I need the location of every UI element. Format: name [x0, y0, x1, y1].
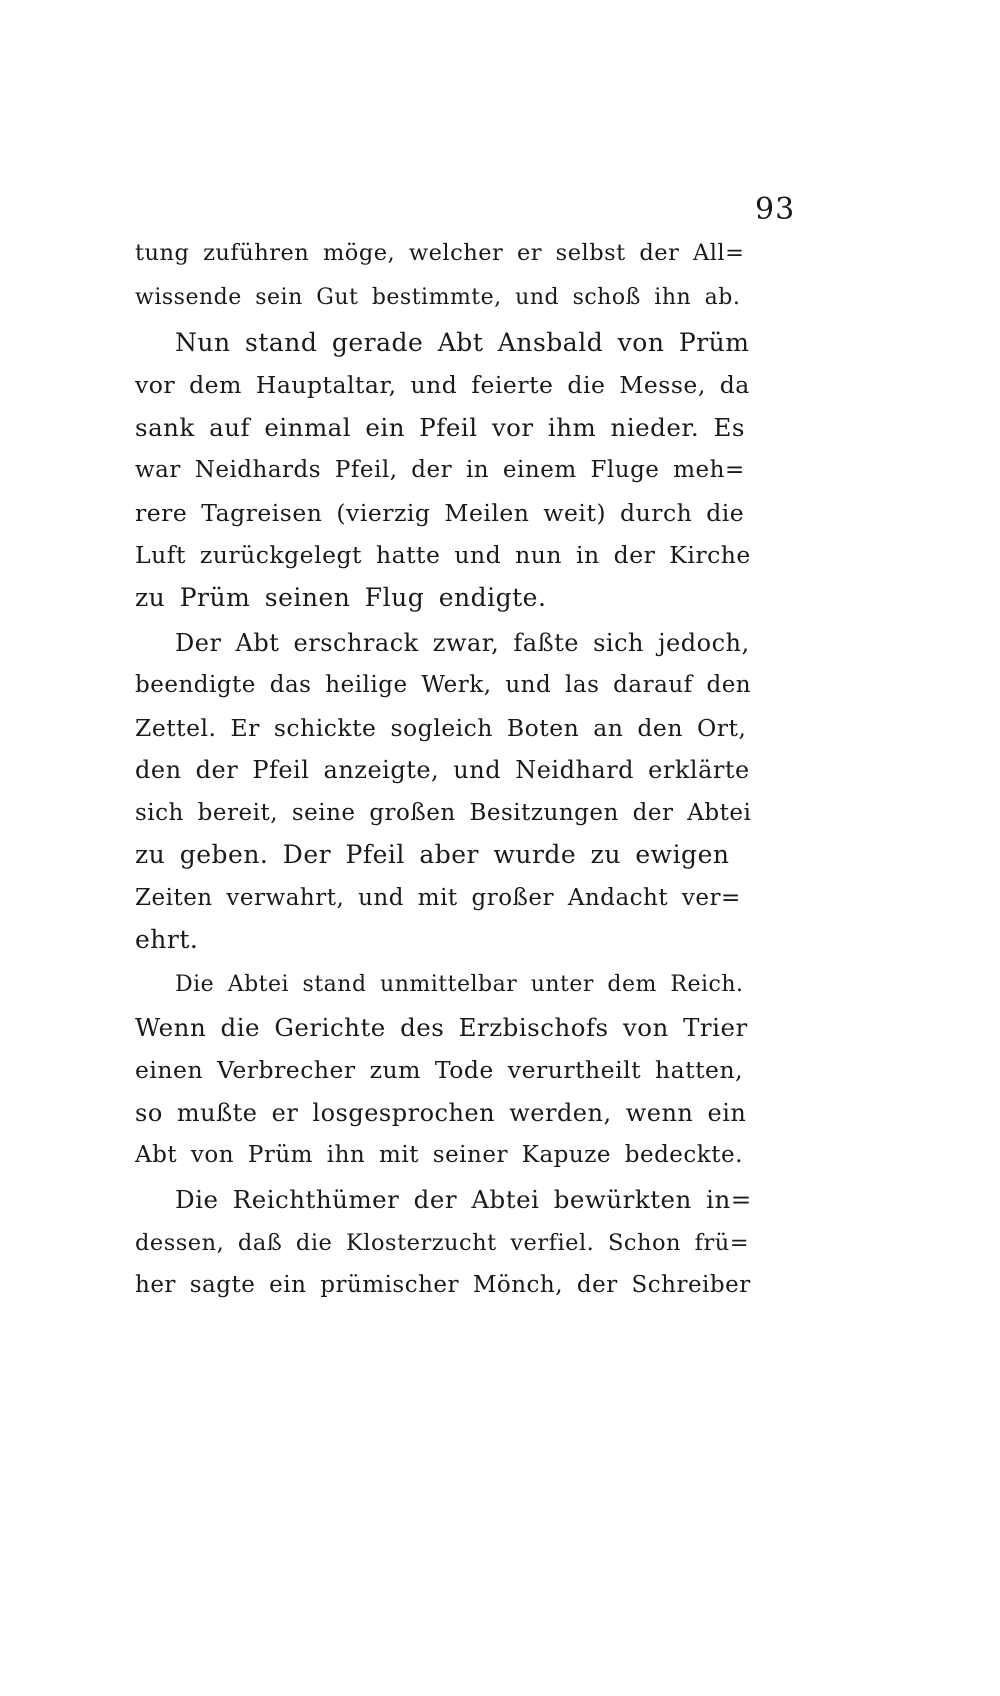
text-line: Zettel. Er schickte sogleich Boten an den Ort,	[135, 714, 747, 742]
text-line: Nun stand gerade Abt Ansbald von Prüm	[175, 328, 750, 357]
text-line: Die Reichthümer der Abtei bewürkten in=	[175, 1185, 752, 1214]
text-line: Luft zurückgelegt hatte und nun in der Kirche	[135, 541, 751, 569]
page-number: 93	[755, 192, 796, 227]
text-line: zu Prüm seinen Flug endigte.	[135, 583, 547, 612]
text-line: beendigte das heilige Werk, und las darauf den	[135, 672, 752, 698]
text-line: Zeiten verwahrt, und mit großer Andacht ver=	[135, 885, 741, 911]
text-line: sank auf einmal ein Pfeil vor ihm nieder. Es	[135, 413, 745, 442]
text-line: ehrt.	[135, 925, 199, 954]
text-line: vor dem Hauptaltar, und feierte die Messe, da	[135, 371, 750, 399]
text-line: Wenn die Gerichte des Erzbischofs von Trier	[135, 1013, 748, 1042]
text-line: war Neidhards Pfeil, der in einem Fluge meh=	[135, 457, 745, 483]
text-line: so mußte er losgesprochen werden, wenn ein	[135, 1099, 747, 1127]
text-line: Die Abtei stand unmittelbar unter dem Reich.	[175, 972, 744, 997]
text-line: einen Verbrecher zum Tode verurtheilt hatten,	[135, 1056, 744, 1084]
text-line: her sagte ein prümischer Mönch, der Schreiber	[135, 1272, 751, 1298]
text-line: zu geben. Der Pfeil aber wurde zu ewigen	[135, 840, 730, 869]
text-line: rere Tagreisen (vierzig Meilen weit) durch die	[135, 499, 745, 527]
text-line: Abt von Prüm ihn mit seiner Kapuze bedeckte.	[135, 1142, 743, 1168]
text-line: den der Pfeil anzeigte, und Neidhard erklärte	[135, 756, 750, 784]
text-line: Der Abt erschrack zwar, faßte sich jedoch,	[175, 629, 750, 657]
text-line: sich bereit, seine großen Besitzungen der Abtei	[135, 800, 752, 826]
text-line: dessen, daß die Klosterzucht verfiel. Schon frü=	[135, 1230, 750, 1256]
text-line: tung zuführen möge, welcher er selbst der All=	[135, 240, 745, 266]
text-line: wissende sein Gut bestimmte, und schoß ihn ab.	[135, 285, 741, 310]
